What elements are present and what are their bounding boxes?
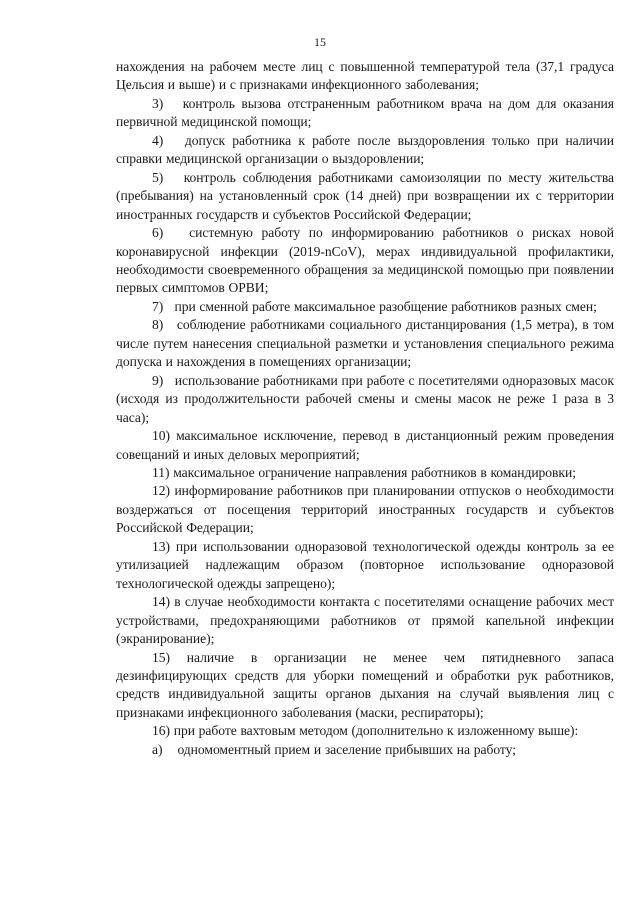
list-item-13: 13) при использовании одноразовой технологической одежды контроль за ее утилизацией надлежащим образом (повторное использование одноразовой технологической одежды запрещено); [116, 538, 614, 591]
paragraph-continuation: нахождения на рабочем месте лиц с повышенной температурой тела (37,1 градуса Цельсия и выше) и с признаками инфекционного заболевания; [116, 59, 614, 93]
list-item-14: 14) в случае необходимости контакта с посетителями оснащение рабочих мест устройствами, предохраняющими работников от прямой капельной инфекции (экранирование); [116, 594, 614, 647]
list-item-4: 4) допуск работника к работе после выздоровления только при наличии справки медицинской организации о выздоровлении; [116, 132, 614, 167]
list-item-6: 6) системную работу по информированию работников о рисках новой коронавирусной инфекции (2019-nCoV), мерах индивидуальной профилактики, необходимости своевременного обращения за медицинской помощью при появлении первых симптомов ОРВИ; [116, 225, 614, 296]
list-item-15: 15) наличие в организации не менее чем пятидневного запаса дезинфицирующих средств для уборки помещений и обработки рук работников, средств индивидуальной защиты органов дыхания на случай выявления лиц с признаками инфекционного заболевания (маски, респираторы); [116, 649, 614, 720]
page-number: 15 [314, 35, 326, 49]
list-item-5: 5) контроль соблюдения работниками самоизоляции по месту жительства (пребывания) на установленный срок (14 дней) при возвращении их с территории иностранных государств и субъектов Российской Федерации; [116, 169, 614, 222]
list-item-10: 10) максимальное исключение, перевод в дистанционный режим проведения совещаний и иных деловых мероприятий; [116, 428, 614, 462]
list-item-12: 12) информирование работников при планировании отпусков о необходимости воздержаться от посещения территорий иностранных государств и субъектов Российской Федерации; [116, 483, 614, 536]
list-item-16: 16) при работе вахтовым методом (дополнительно к изложенному выше): [152, 723, 579, 739]
sub-item-a: а) одномоментный прием и заселение прибывших на работу; [152, 741, 516, 757]
document-body [116, 58, 614, 759]
list-item-11: 11) максимальное ограничение направления работников в командировки; [152, 464, 576, 480]
list-item-3: 3) контроль вызова отстраненным работником врача на дом для оказания первичной медицинской помощи; [116, 95, 614, 130]
list-item-7: 7) при сменной работе максимальное разобщение работников разных смен; [152, 298, 597, 314]
list-item-8: 8) соблюдение работниками социального дистанцирования (1,5 метра), в том числе путем нанесения специальной разметки и установления специального режима допуска и нахождения в помещениях организации; [116, 317, 614, 370]
list-item-9: 9) использование работниками при работе с посетителями одноразовых масок (исходя из продолжительности рабочей смены и смены масок не реже 1 раза в 3 часа); [116, 372, 614, 425]
